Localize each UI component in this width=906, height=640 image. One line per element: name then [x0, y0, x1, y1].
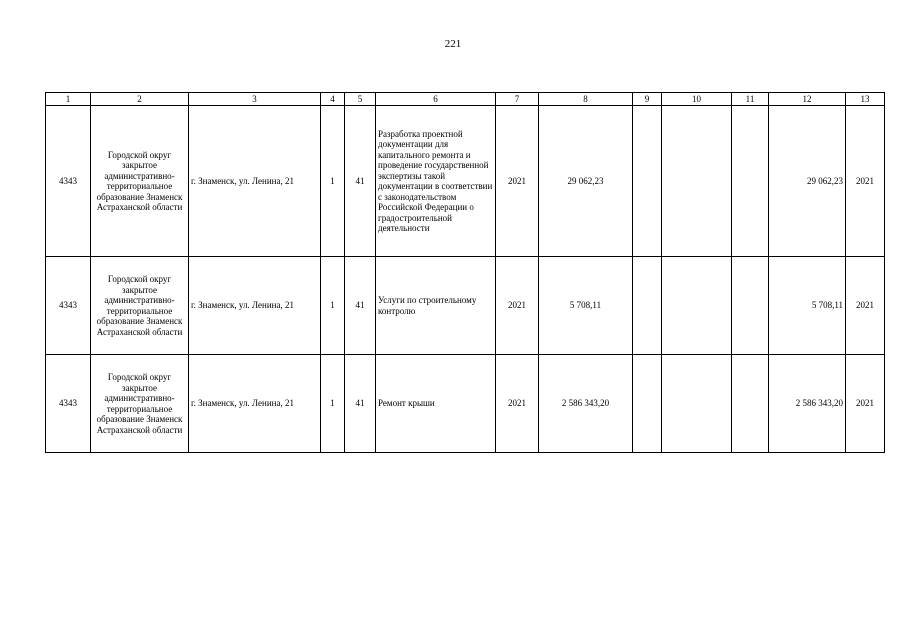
cell-col11 [732, 257, 769, 355]
column-header: 2 [91, 93, 189, 106]
cell-col4: 1 [321, 355, 345, 453]
column-header: 4 [321, 93, 345, 106]
cell-col4: 1 [321, 106, 345, 257]
registry-number-cell: 4343 [46, 355, 91, 453]
column-header: 12 [769, 93, 846, 106]
work-type-cell: Разработка проектной документации для капитального ремонта и проведение государственной экспертизы такой документации в соответствии с законодательством Российской Федерации о градостроительной деятельности [376, 106, 496, 257]
register-table [45, 92, 885, 453]
page-number: 221 [444, 38, 462, 50]
total-cost-cell: 2 586 343,20 [769, 355, 846, 453]
column-header: 11 [732, 93, 769, 106]
municipality-cell: Городской округ закрытое административно-территориальное образование Знаменск Астраханской области [91, 106, 189, 257]
year-cell: 2021 [496, 106, 539, 257]
municipality-cell: Городской округ закрытое административно-территориальное образование Знаменск Астраханской области [91, 355, 189, 453]
year-cell: 2021 [496, 257, 539, 355]
registry-number-cell: 4343 [46, 257, 91, 355]
cost-cell: 5 708,11 [539, 257, 633, 355]
column-header: 8 [539, 93, 633, 106]
cell-col4: 1 [321, 257, 345, 355]
cost-cell: 2 586 343,20 [539, 355, 633, 453]
completion-year-cell: 2021 [846, 257, 885, 355]
completion-year-cell: 2021 [846, 106, 885, 257]
column-header: 3 [189, 93, 321, 106]
municipality-cell: Городской округ закрытое административно-территориальное образование Знаменск Астраханской области [91, 257, 189, 355]
year-cell: 2021 [496, 355, 539, 453]
work-type-cell: Ремонт крыши [376, 355, 496, 453]
cost-cell: 29 062,23 [539, 106, 633, 257]
table-row [46, 106, 885, 257]
column-header: 7 [496, 93, 539, 106]
cell-col9 [633, 355, 662, 453]
header-row [46, 93, 885, 106]
cell-col10 [662, 257, 732, 355]
total-cost-cell: 29 062,23 [769, 106, 846, 257]
cell-col5: 41 [345, 106, 376, 257]
cell-col5: 41 [345, 355, 376, 453]
registry-number-cell: 4343 [46, 106, 91, 257]
address-cell: г. Знаменск, ул. Ленина, 21 [189, 355, 321, 453]
cell-col9 [633, 257, 662, 355]
cell-col5: 41 [345, 257, 376, 355]
cell-col11 [732, 106, 769, 257]
cell-col10 [662, 106, 732, 257]
cell-col9 [633, 106, 662, 257]
work-type-cell: Услуги по строительному контролю [376, 257, 496, 355]
cell-col11 [732, 355, 769, 453]
table-row [46, 257, 885, 355]
cell-col10 [662, 355, 732, 453]
column-header: 1 [46, 93, 91, 106]
column-header: 5 [345, 93, 376, 106]
completion-year-cell: 2021 [846, 355, 885, 453]
address-cell: г. Знаменск, ул. Ленина, 21 [189, 106, 321, 257]
total-cost-cell: 5 708,11 [769, 257, 846, 355]
table-row [46, 355, 885, 453]
column-header: 9 [633, 93, 662, 106]
column-header: 13 [846, 93, 885, 106]
column-header: 6 [376, 93, 496, 106]
column-header: 10 [662, 93, 732, 106]
address-cell: г. Знаменск, ул. Ленина, 21 [189, 257, 321, 355]
